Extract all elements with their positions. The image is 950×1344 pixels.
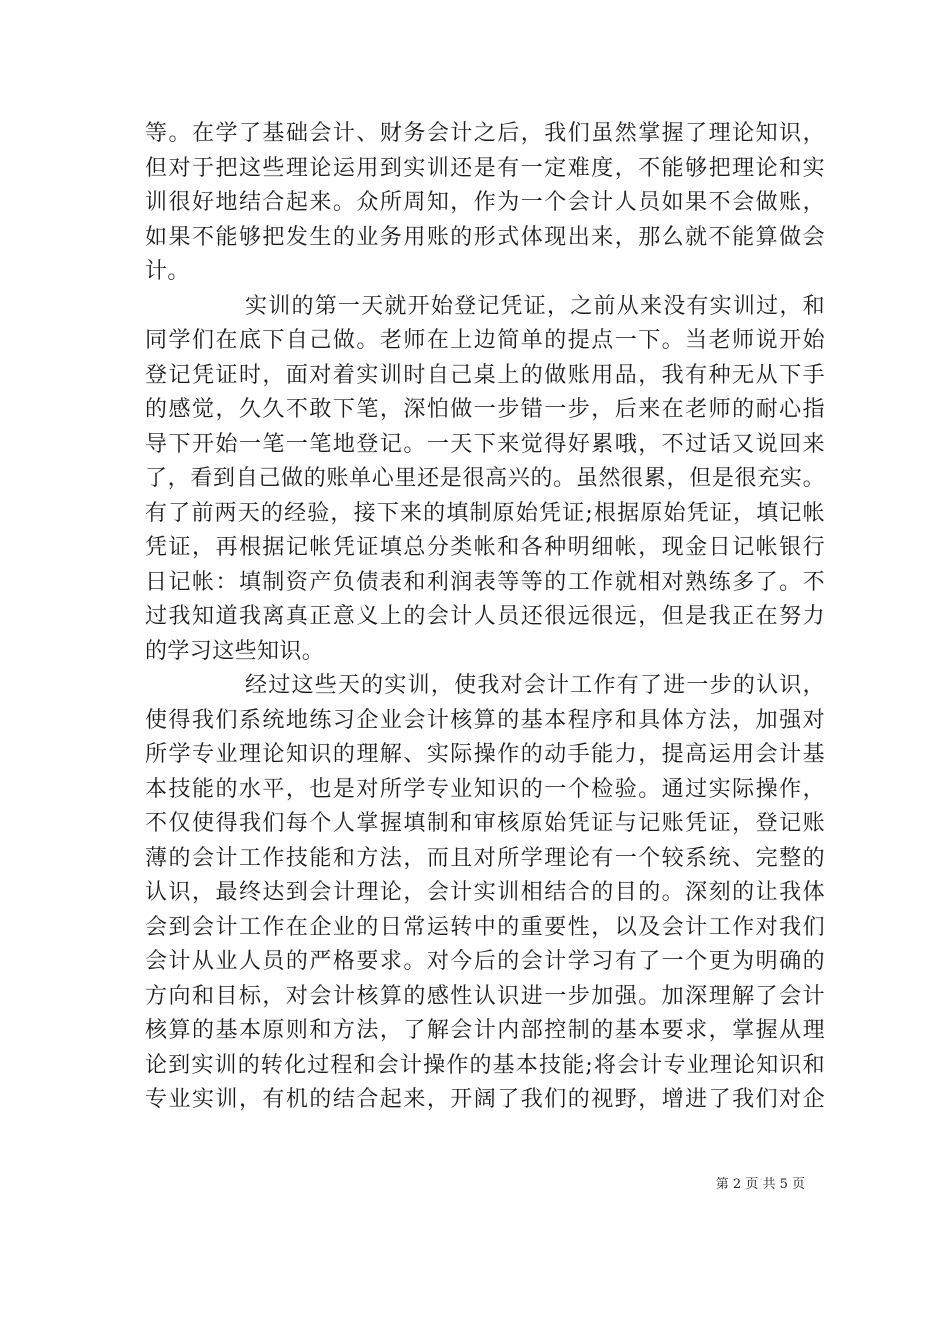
text-line: 日记帐：填制资产负债表和利润表等等的工作就相对熟练多了。不	[145, 569, 825, 595]
text-line: 计。	[145, 259, 190, 284]
text-line: 经过这些天的实训，使我对会计工作有了进一步的认识，	[245, 673, 825, 698]
text-line: 使得我们系统地练习企业会计核算的基本程序和具体方法，加强对	[145, 707, 825, 733]
page-number: 第 2 页 共 5 页	[715, 1177, 805, 1192]
text-line: 了，看到自己做的账单心里还是很高兴的。虽然很累，但是很充实。	[145, 466, 825, 491]
text-line: 方向和目标，对会计核算的感性认识进一步加强。加深理解了会计	[145, 983, 825, 1009]
text-line: 所学专业理论知识的理解、实际操作的动手能力，提高运用会计基	[145, 742, 825, 767]
text-line: 的感觉，久久不敢下笔，深怕做一步错一步，后来在老师的耐心指	[145, 397, 825, 422]
paragraph	[145, 117, 825, 290]
text-line: 登记凭证时，面对着实训时自己桌上的做账用品，我有种无从下手	[145, 362, 825, 388]
text-line: 同学们在底下自己做。老师在上边简单的提点一下。当老师说开始	[145, 328, 825, 353]
text-line: 等。在学了基础会计、财务会计之后，我们虽然掌握了理论知识，	[145, 121, 825, 146]
body-text	[145, 117, 825, 1118]
text-line: 薄的会计工作技能和方法，而且对所学理论有一个较系统、完整的	[145, 845, 825, 871]
text-line: 有了前两天的经验，接下来的填制原始凭证;根据原始凭证，填记帐	[145, 500, 825, 526]
text-line: 核算的基本原则和方法，了解会计内部控制的基本要求，掌握从理	[145, 1018, 825, 1043]
text-line: 专业实训，有机的结合起来，开阔了我们的视野，增进了我们对企	[145, 1087, 825, 1112]
text-line: 论到实训的转化过程和会计操作的基本技能;将会计专业理论知识和	[145, 1052, 825, 1078]
text-line: 过我知道我离真正意义上的会计人员还很远很远，但是我正在努力	[145, 604, 825, 629]
text-line: 不仅使得我们每个人掌握填制和审核原始凭证与记账凭证，登记账	[145, 811, 825, 836]
text-line: 如果不能够把发生的业务用账的形式体现出来，那么就不能算做会	[145, 224, 825, 250]
text-line: 会到会计工作在企业的日常运转中的重要性，以及会计工作对我们	[145, 914, 825, 940]
paragraph	[145, 290, 825, 670]
paragraph	[145, 669, 825, 1118]
text-line: 训很好地结合起来。众所周知，作为一个会计人员如果不会做账，	[145, 190, 825, 215]
text-line: 本技能的水平，也是对所学专业知识的一个检验。通过实际操作，	[145, 776, 825, 802]
text-line: 认识，最终达到会计理论，会计实训相结合的目的。深刻的让我体	[145, 880, 825, 905]
text-line: 凭证，再根据记帐凭证填总分类帐和各种明细帐，现金日记帐银行	[145, 535, 825, 560]
text-line: 但对于把这些理论运用到实训还是有一定难度，不能够把理论和实	[145, 155, 825, 181]
text-line: 的学习这些知识。	[145, 638, 325, 664]
text-line: 实训的第一天就开始登记凭证，之前从来没有实训过，和	[245, 293, 825, 319]
text-line: 会计从业人员的严格要求。对今后的会计学习有了一个更为明确的	[145, 949, 825, 974]
text-line: 导下开始一笔一笔地登记。一天下来觉得好累哦，不过话又说回来	[145, 431, 825, 457]
